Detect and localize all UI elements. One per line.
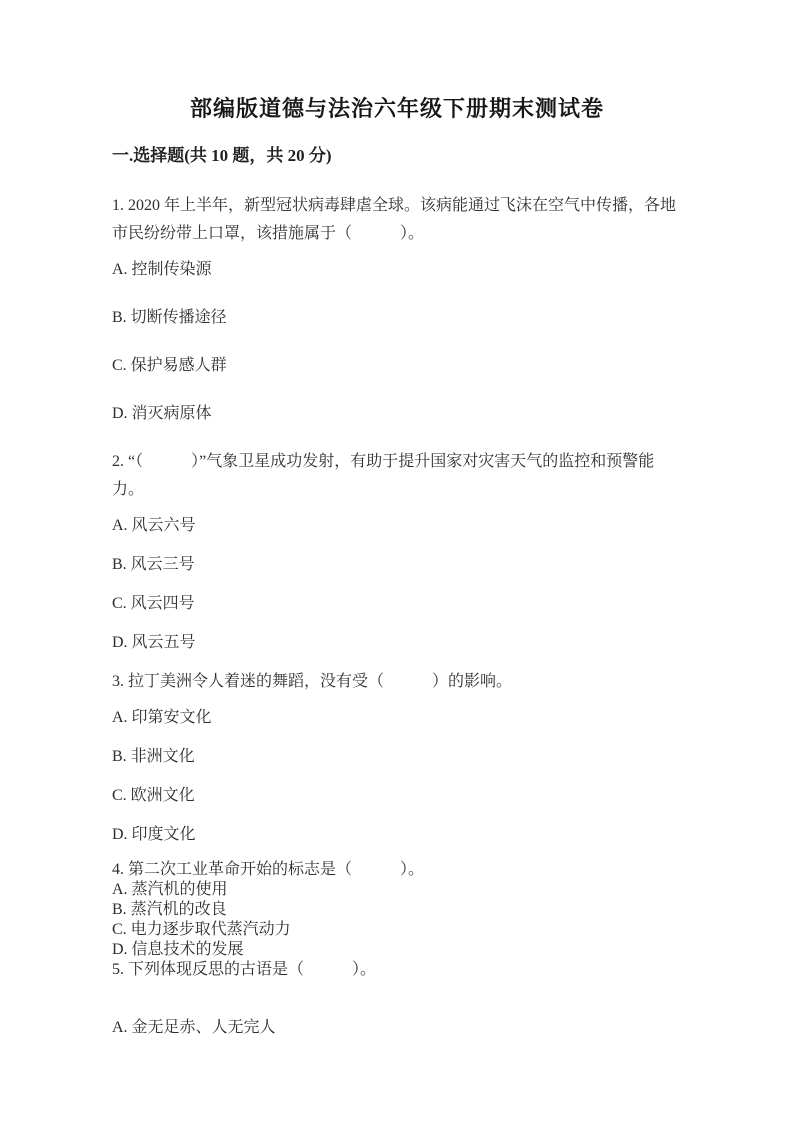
question-2-option-d: D. 风云五号	[112, 634, 196, 651]
question-2	[112, 448, 682, 657]
question-4-option-a: A. 蒸汽机的使用	[112, 881, 228, 898]
question-4	[112, 860, 682, 960]
question-4-option-d: D. 信息技术的发展	[112, 941, 244, 958]
question-1-option-c: C. 保护易感人群	[112, 357, 227, 374]
question-4-option-c: C. 电力逐步取代蒸汽动力	[112, 921, 291, 938]
question-2-option-c: C. 风云四号	[112, 595, 195, 612]
question-5-text: 5. 下列体现反思的古语是（ ）。	[112, 961, 377, 978]
question-1-option-d: D. 消灭病原体	[112, 405, 212, 422]
question-1-text: 1. 2020 年上半年，新型冠状病毒肆虐全球。该病能通过飞沫在空气中传播，各地市民纷纷带上口罩，该措施属于（ ）。	[112, 197, 677, 242]
question-3-option-c: C. 欧洲文化	[112, 787, 195, 804]
page-title: 部编版道德与法治六年级下册期末测试卷	[189, 96, 604, 121]
question-3-option-a: A. 印第安文化	[112, 709, 212, 726]
section-heading: 一.选择题(共 10 题，共 20 分)	[112, 146, 332, 165]
question-4-text: 4. 第二次工业革命开始的标志是（ ）。	[112, 861, 425, 878]
question-1-option-a: A. 控制传染源	[112, 261, 212, 278]
question-2-text: 2. “（ ）”气象卫星成功发射，有助于提升国家对灾害天气的监控和预警能力。	[112, 453, 655, 498]
question-1-option-b: B. 切断传播途径	[112, 309, 227, 326]
question-3-text: 3. 拉丁美洲令人着迷的舞蹈，没有受（ ）的影响。	[112, 673, 513, 690]
question-1	[112, 192, 682, 428]
question-3-option-d: D. 印度文化	[112, 826, 196, 843]
question-4-option-b: B. 蒸汽机的改良	[112, 901, 227, 918]
question-3-option-b: B. 非洲文化	[112, 748, 195, 765]
question-3	[112, 668, 682, 849]
question-5	[112, 960, 682, 1042]
question-2-option-a: A. 风云六号	[112, 517, 196, 534]
question-2-option-b: B. 风云三号	[112, 556, 195, 573]
question-5-option-a: A. 金无足赤、人无完人	[112, 1019, 276, 1036]
